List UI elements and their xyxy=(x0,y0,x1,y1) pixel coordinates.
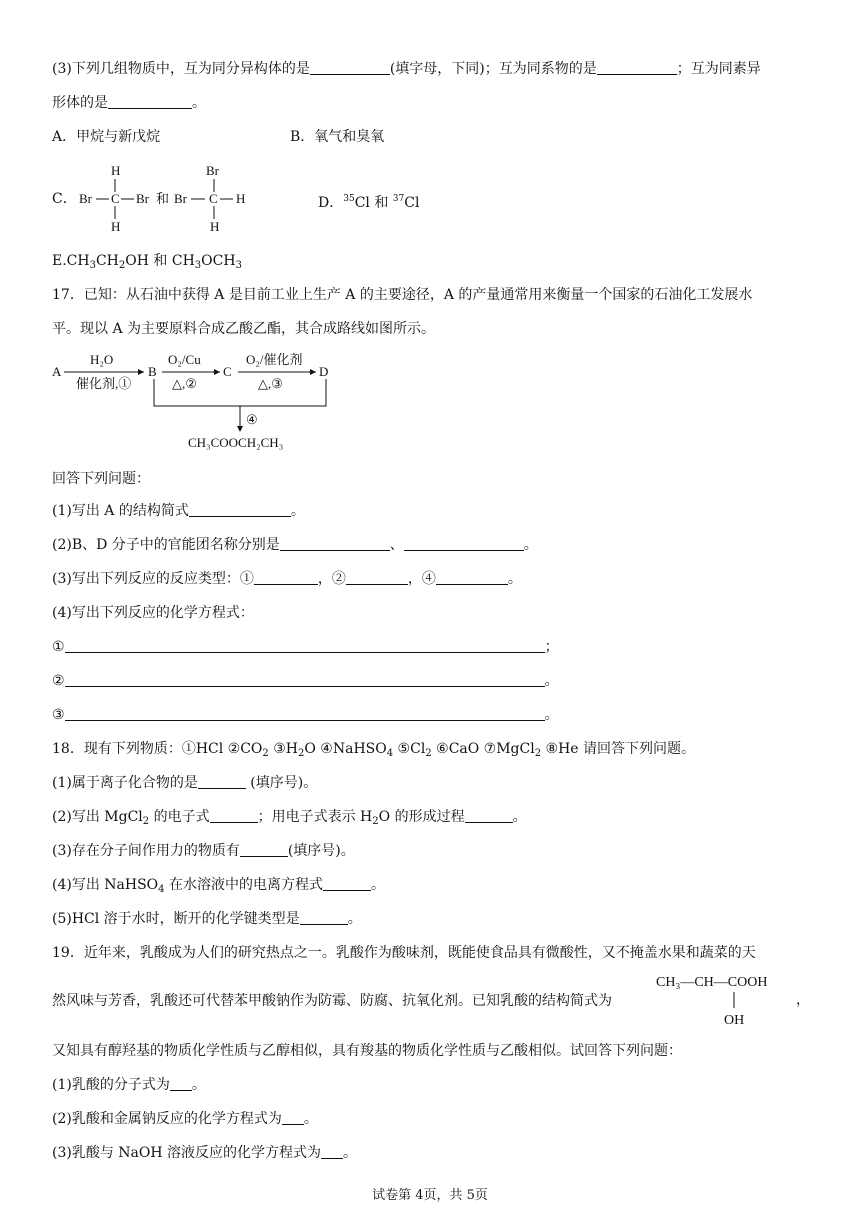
answer-blank[interactable] xyxy=(465,808,513,823)
reagent-1-top: H₂O xyxy=(90,352,114,367)
mass-number: 35 xyxy=(343,194,355,204)
text: O 的形成过程 xyxy=(378,809,465,825)
q19-intro-line3: 又知具有醇羟基的物质化学性质与乙醇相似，具有羧基的物质化学性质与乙酸相似。试回答下列问题： xyxy=(52,1043,682,1059)
reagent-2-bottom: △,② xyxy=(172,376,197,391)
subscript: 2 xyxy=(298,748,305,759)
text: ③H xyxy=(268,741,298,757)
atom-br: Br xyxy=(174,191,187,206)
q17-part4: (4)写出下列反应的化学方程式： xyxy=(52,605,254,621)
lactic-acid-structure xyxy=(652,968,810,1030)
subscript: 3 xyxy=(194,260,202,271)
text: 形体的是 xyxy=(52,95,108,111)
answer-blank[interactable] xyxy=(210,808,258,823)
text: 。 xyxy=(523,537,538,553)
answer-blank[interactable] xyxy=(597,60,677,75)
q16-option-a: A．甲烷与新戊烷 xyxy=(52,129,161,145)
text: (4)写出 NaHSO xyxy=(52,877,159,893)
atom-c: C xyxy=(111,191,120,206)
q16-option-e xyxy=(52,252,242,275)
answer-blank[interactable] xyxy=(198,774,246,789)
text: ⑥CaO ⑦MgCl xyxy=(431,741,535,757)
text: 。 xyxy=(290,503,305,519)
answer-blank[interactable] xyxy=(323,876,371,891)
q18-part5 xyxy=(52,910,362,928)
q19-part3 xyxy=(52,1144,357,1162)
text: (填序号)。 xyxy=(287,843,355,859)
atom-br: Br xyxy=(206,163,219,178)
text: E.CH xyxy=(52,253,90,269)
text: 。 xyxy=(544,707,559,723)
reagent-2-top: O₂/Cu xyxy=(168,352,201,367)
node-c: C xyxy=(223,364,232,379)
subscript: 3 xyxy=(235,260,242,271)
subscript: 2 xyxy=(425,748,432,759)
text: (2)写出 MgCl xyxy=(52,809,143,825)
text: Cl xyxy=(404,195,420,211)
q16-part3-line2 xyxy=(52,94,206,112)
q16-option-b: B．氧气和臭氧 xyxy=(290,129,385,145)
atom-h: H xyxy=(111,219,121,234)
text: (3)存在分子间作用力的物质有 xyxy=(52,843,240,859)
product-ethyl-acetate: CH₃COOCH₂CH₃ xyxy=(188,435,284,450)
q17-equation-1 xyxy=(52,638,559,656)
text: (1)属于离子化合物的是 xyxy=(52,775,198,791)
answer-blank[interactable] xyxy=(65,706,545,721)
text: 的电子式 xyxy=(149,809,210,825)
text: ⑤Cl xyxy=(393,741,426,757)
answer-blank[interactable] xyxy=(240,842,288,857)
atom-br: Br xyxy=(136,191,149,206)
answer-blank[interactable] xyxy=(170,1076,192,1091)
node-b: B xyxy=(148,364,157,379)
structure-comma: ， xyxy=(796,993,810,1008)
q16-option-c-structures xyxy=(76,162,256,234)
text: 。 xyxy=(191,1077,206,1093)
text: 和 xyxy=(369,195,393,211)
text: (5)HCl 溶于水时，断开的化学键类型是 xyxy=(52,911,300,927)
text: ； xyxy=(544,639,559,655)
text: D． xyxy=(318,195,344,211)
answer-blank[interactable] xyxy=(310,60,390,75)
text: 。 xyxy=(370,877,385,893)
q18-part3 xyxy=(52,842,355,860)
q17-equation-2 xyxy=(52,672,559,690)
page-footer: 试卷第 4页，共 5页 xyxy=(372,1188,488,1203)
q17-part3 xyxy=(52,570,522,588)
text: Cl xyxy=(354,195,370,211)
reagent-3-top: O₂/催化剂 xyxy=(246,352,303,367)
text: ⑧He 请回答下列问题。 xyxy=(541,741,696,757)
text: (3)乳酸与 NaOH 溶液反应的化学方程式为 xyxy=(52,1145,322,1161)
reagent-3-bottom: △,③ xyxy=(258,376,283,391)
text: (1)写出 A 的结构简式 xyxy=(52,503,189,519)
subscript: 3 xyxy=(89,260,96,271)
q19-part2 xyxy=(52,1110,318,1128)
text: (3)下列几组物质中，互为同分异构体的是 xyxy=(52,61,310,77)
structure-main-chain: CH₃—CH—COOH xyxy=(656,975,768,990)
text: ，④ xyxy=(407,571,436,587)
text: O ④NaHSO xyxy=(304,741,387,757)
q18-part4 xyxy=(52,876,385,899)
atom-h: H xyxy=(236,191,246,206)
q16-option-d xyxy=(318,190,419,212)
step-4-label: ④ xyxy=(246,412,258,427)
text: ② xyxy=(52,673,65,689)
q17-part2 xyxy=(52,536,538,554)
text: OH 和 CH xyxy=(125,253,195,269)
subscript: 4 xyxy=(158,884,165,895)
text: 。 xyxy=(192,95,206,111)
q18-intro xyxy=(52,740,695,763)
atom-h: H xyxy=(210,219,220,234)
subscript: 2 xyxy=(262,748,269,759)
atom-h: H xyxy=(111,163,121,178)
subscript: 2 xyxy=(142,816,150,827)
answer-blank[interactable] xyxy=(300,910,348,925)
text: (2)乳酸和金属钠反应的化学方程式为 xyxy=(52,1111,282,1127)
q19-part1 xyxy=(52,1076,206,1094)
q17-intro-line2: 平。现以 A 为主要原料合成乙酸乙酯，其合成路线如图所示。 xyxy=(52,321,436,337)
text: 。 xyxy=(544,673,559,689)
subscript: 2 xyxy=(534,748,542,759)
text: 18．现有下列物质：①HCl ②CO xyxy=(52,741,263,757)
answer-blank[interactable] xyxy=(321,1144,343,1159)
text: (填字母，下同)；互为同系物的是 xyxy=(389,61,597,77)
and-text: 和 xyxy=(156,191,170,206)
text: 。 xyxy=(512,809,527,825)
q17-part1 xyxy=(52,502,305,520)
answer-blank[interactable] xyxy=(254,570,318,585)
structure-hydroxyl: OH xyxy=(724,1013,745,1028)
text: 。 xyxy=(303,1111,318,1127)
subscript: 4 xyxy=(386,748,394,759)
answer-blank[interactable] xyxy=(436,570,508,585)
q16-option-c-label: C． xyxy=(52,191,77,207)
answer-blank[interactable] xyxy=(282,1110,304,1125)
text: ；用电子式表示 H xyxy=(257,809,373,825)
text: (填序号)。 xyxy=(245,775,318,791)
text: OCH xyxy=(201,253,236,269)
text: (1)乳酸的分子式为 xyxy=(52,1077,170,1093)
text: ① xyxy=(52,639,65,655)
q18-part1 xyxy=(52,774,317,792)
q18-part2 xyxy=(52,808,527,831)
subscript: 2 xyxy=(372,816,379,827)
mass-number: 37 xyxy=(392,194,405,204)
text: 在水溶液中的电离方程式 xyxy=(164,877,323,893)
text: ③ xyxy=(52,707,65,723)
atom-br: Br xyxy=(79,191,92,206)
answer-blank[interactable] xyxy=(346,570,408,585)
reagent-1-bottom: 催化剂,① xyxy=(76,376,132,391)
text: CH xyxy=(95,253,119,269)
q19-intro-line2: 然风味与芳香，乳酸还可代替苯甲酸钠作为防霉、防腐、抗氧化剂。已知乳酸的结构简式为 xyxy=(52,993,612,1009)
q17-answer-prompt: 回答下列问题： xyxy=(52,471,150,487)
answer-blank[interactable] xyxy=(65,638,545,653)
text: 。 xyxy=(347,911,362,927)
text: ，② xyxy=(317,571,346,587)
answer-blank[interactable] xyxy=(189,502,291,517)
synthesis-route-diagram xyxy=(48,346,348,454)
node-a: A xyxy=(52,364,62,379)
answer-blank[interactable] xyxy=(108,94,192,109)
answer-blank[interactable] xyxy=(280,536,390,551)
answer-blank[interactable] xyxy=(65,672,545,687)
q19-intro-line1: 19．近年来，乳酸成为人们的研究热点之一。乳酸作为酸味剂，既能使食品具有微酸性，又不掩盖水果和蔬菜的天 xyxy=(52,945,756,961)
node-d: D xyxy=(319,364,329,379)
text: 。 xyxy=(507,571,522,587)
q16-part3-line1 xyxy=(52,60,761,78)
q17-intro-line1: 17．已知：从石油中获得 A 是目前工业上生产 A 的主要途径，A 的产量通常用来衡量一个国家的石油化工发展水 xyxy=(52,287,753,303)
text: (3)写出下列反应的反应类型：① xyxy=(52,571,254,587)
subscript: 2 xyxy=(118,260,126,271)
answer-blank[interactable] xyxy=(404,536,524,551)
text: 、 xyxy=(389,537,404,553)
text: ；互为同素异 xyxy=(676,61,761,77)
text: 。 xyxy=(343,1145,358,1161)
text: (2)B、D 分子中的官能团名称分别是 xyxy=(52,537,280,553)
q17-equation-3 xyxy=(52,706,559,724)
atom-c: C xyxy=(209,191,218,206)
